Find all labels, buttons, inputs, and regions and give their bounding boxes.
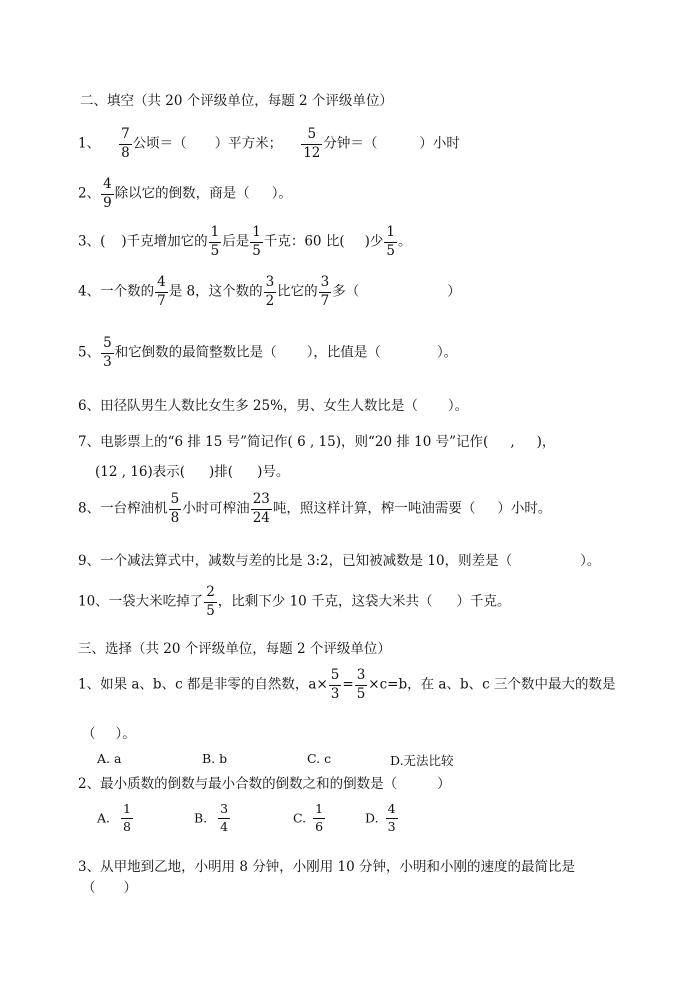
question-number: 6、 (78, 398, 101, 414)
question-3-3-answer-blank: （ ） (82, 880, 137, 896)
option-c[interactable]: C. c (307, 751, 332, 766)
question-number: 4、 (78, 283, 101, 300)
question-3-1: 1、如果 a、b、c 都是非零的自然数，a× $\frac{5}{3}$ = $\frac{3}{5}$ ×c=b，在 a、b、c 三个数中最大的数是 (78, 667, 616, 702)
section-2-heading: 二、填空（共 20 个评级单位，每题 2 个评级单位） (80, 93, 393, 109)
question-2-8: 8、一台榨油机 $\frac{5}{8}$ 小时可榨油 $\frac{23}{24}$ 吨，照这样计算，榨一吨油需要（ ）小时。 (78, 491, 552, 526)
question-2-6: 6、田径队男生人数比女生多 25%，男、女生人数比是（ ）。 (78, 398, 469, 414)
fraction: $\frac{1}{6}$ (315, 801, 324, 834)
fraction: $\frac{5}{12}$ (303, 126, 321, 161)
question-number: 5、 (78, 344, 101, 361)
fraction: $\frac{2}{5}$ (206, 584, 215, 619)
fraction: $\frac{3}{7}$ (320, 274, 330, 309)
option-a[interactable]: A. $\frac{1}{8}$ (97, 801, 131, 834)
question-number: 1、 (78, 135, 101, 152)
question-number: 2、 (78, 776, 101, 792)
fraction: $\frac{4}{7}$ (157, 274, 166, 309)
question-number: 1、 (78, 676, 101, 693)
option-c[interactable]: C. $\frac{1}{6}$ (293, 801, 324, 834)
question-2-7: 7、电影票上的“6 排 15 号”简记作( 6 , 15)，则“20 排 10 号”记作( , )， (78, 434, 556, 450)
question-3-1-answer-blank: （ ）。 (82, 726, 136, 742)
question-number: 7、 (78, 434, 101, 450)
fraction: $\frac{5}{8}$ (170, 491, 180, 526)
question-number: 10、 (78, 593, 109, 610)
question-3-3: 3、从甲地到乙地，小明用 8 分钟，小刚用 10 分钟，小明和小刚的速度的最简比是 (78, 859, 576, 875)
fraction: $\frac{5}{3}$ (330, 667, 340, 702)
fraction: $\frac{7}{8}$ (121, 126, 130, 161)
option-d[interactable]: D. $\frac{4}{3}$ (365, 801, 396, 834)
question-2-10: 10、一袋大米吃掉了 $\frac{2}{5}$ ，比剩下少 10 千克，这袋大米共（ ）千克。 (78, 584, 511, 619)
question-2-1: 1、 $\frac{7}{8}$ 公顷＝（ ）平方米； $\frac{5}{12}$ 分钟＝（ ）小时 (78, 126, 460, 161)
question-number: 2、 (78, 185, 101, 202)
fraction: $\frac{3}{2}$ (265, 274, 275, 309)
question-number: 9、 (78, 553, 101, 569)
fraction: $\frac{3}{5}$ (356, 667, 366, 702)
question-2-4: 4、一个数的 $\frac{4}{7}$ 是 8，这个数的 $\frac{3}{2}$ 比它的 $\frac{3}{7}$ 多（ ） (78, 274, 461, 309)
question-number: 3、 (78, 233, 101, 250)
question-2-2: 2、 $\frac{4}{9}$ 除以它的倒数，商是（ ）。 (78, 176, 292, 211)
option-b[interactable]: B. $\frac{3}{4}$ (194, 801, 229, 834)
fraction: $\frac{1}{5}$ (210, 224, 220, 259)
question-2-3: 3、( )千克增加它的 $\frac{1}{5}$ 后是 $\frac{1}{5}$ 千克：60 比( )少 $\frac{1}{5}$ 。 (78, 224, 412, 259)
question-3-2-options (97, 803, 417, 843)
fraction: $\frac{3}{4}$ (220, 801, 229, 834)
fraction: $\frac{1}{5}$ (252, 224, 261, 259)
question-2-5: 5、 $\frac{5}{3}$ 和它倒数的最简整数比是（ ），比值是（ ）。 (78, 335, 458, 370)
question-3-2: 2、最小质数的倒数与最小合数的倒数之和的倒数是（ ） (78, 776, 451, 792)
fraction: $\frac{4}{9}$ (103, 176, 112, 211)
fraction: $\frac{1}{5}$ (386, 224, 395, 259)
option-d[interactable]: D.无法比较 (390, 753, 454, 768)
question-2-9: 9、一个减法算式中，减数与差的比是 3:2，已知被减数是 10，则差是（ ）。 (78, 553, 601, 569)
fraction: $\frac{4}{3}$ (387, 801, 396, 834)
fraction: $\frac{1}{8}$ (123, 801, 131, 834)
section-3-heading: 三、选择（共 20 个评级单位，每题 2 个评级单位） (78, 641, 391, 657)
fraction: $\frac{23}{24}$ (252, 491, 270, 526)
option-a[interactable]: A. a (97, 751, 122, 766)
option-b[interactable]: B. b (202, 751, 228, 766)
question-number: 3、 (78, 859, 101, 875)
question-number: 8、 (78, 500, 101, 517)
fraction: $\frac{5}{3}$ (103, 335, 112, 370)
question-2-7-line-2: (12 , 16)表示( )排( )号。 (95, 464, 290, 480)
